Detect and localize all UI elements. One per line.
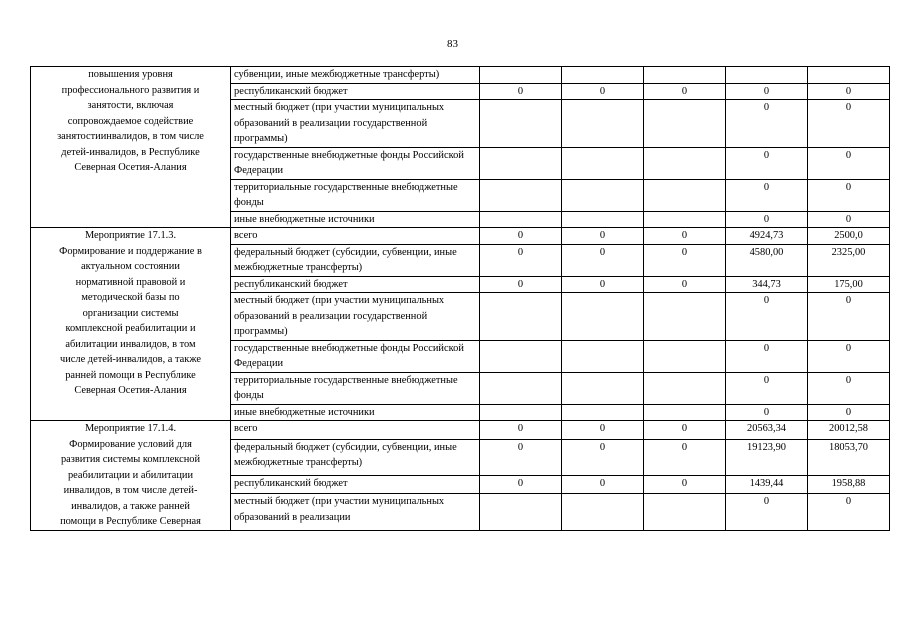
- activity-name-line: реабилитации и абилитации: [67, 469, 194, 481]
- activity-name-line: Формирование условий для: [69, 438, 192, 450]
- activity-name-cell: [31, 67, 231, 228]
- amount-cell: 0: [808, 293, 890, 341]
- amount-cell: 0: [644, 228, 726, 245]
- amount-cell: [644, 67, 726, 84]
- amount-cell: 0: [480, 228, 562, 245]
- amount-cell: 0: [726, 83, 808, 100]
- amount-cell: [480, 372, 562, 404]
- amount-cell: 0: [808, 147, 890, 179]
- amount-cell: [644, 147, 726, 179]
- amount-cell: 0: [726, 100, 808, 148]
- activity-name-line: Формирование и поддержание в: [59, 245, 202, 257]
- amount-cell: [480, 340, 562, 372]
- funding-source-cell: всего: [231, 421, 480, 440]
- amount-cell: 0: [726, 293, 808, 341]
- funding-source-cell: республиканский бюджет: [231, 83, 480, 100]
- amount-cell: [562, 100, 644, 148]
- funding-source-cell: республиканский бюджет: [231, 276, 480, 293]
- amount-cell: 0: [562, 439, 644, 475]
- funding-source-cell: местный бюджет (при участии муниципальных образований в реализации государственной программы): [231, 293, 480, 341]
- amount-cell: [562, 340, 644, 372]
- amount-cell: 0: [808, 372, 890, 404]
- amount-cell: 0: [644, 244, 726, 276]
- amount-cell: 0: [480, 421, 562, 440]
- amount-cell: [562, 372, 644, 404]
- amount-cell: 0: [480, 276, 562, 293]
- amount-cell: [480, 67, 562, 84]
- amount-cell: 0: [480, 439, 562, 475]
- amount-cell: 175,00: [808, 276, 890, 293]
- budget-table: [30, 66, 890, 531]
- amount-cell: [480, 211, 562, 228]
- amount-cell: [480, 100, 562, 148]
- amount-cell: [562, 179, 644, 211]
- activity-name-line: ранней помощи в Республике: [65, 369, 196, 381]
- amount-cell: 0: [808, 340, 890, 372]
- amount-cell: 0: [562, 475, 644, 494]
- activity-name-line: развития системы комплексной: [60, 454, 201, 465]
- funding-source-cell: иные внебюджетные источники: [231, 404, 480, 421]
- amount-cell: 19123,90: [726, 439, 808, 475]
- amount-cell: 0: [644, 475, 726, 494]
- amount-cell: [562, 404, 644, 421]
- amount-cell: 0: [480, 475, 562, 494]
- amount-cell: 0: [808, 100, 890, 148]
- activity-name-line: инвалидов, а также ранней: [71, 500, 190, 512]
- activity-name-line: повышения уровня: [88, 69, 173, 80]
- amount-cell: 18053,70: [808, 439, 890, 475]
- funding-source-cell: местный бюджет (при участии муниципальных образований в реализации государственной программы): [231, 100, 480, 148]
- amount-cell: 0: [644, 276, 726, 293]
- activity-name-line: помощи в Республике Северная: [60, 516, 201, 527]
- amount-cell: 0: [808, 211, 890, 228]
- amount-cell: [644, 100, 726, 148]
- amount-cell: [726, 67, 808, 84]
- table-row: [31, 67, 890, 84]
- activity-name-line: актуальном состоянии: [81, 261, 180, 272]
- amount-cell: [644, 211, 726, 228]
- activity-name-line: организации системы: [82, 307, 179, 319]
- amount-cell: 0: [808, 179, 890, 211]
- activity-name-line: числе детей-инвалидов, а также: [60, 354, 201, 365]
- activity-name-cell: [31, 228, 231, 421]
- amount-cell: 0: [562, 276, 644, 293]
- amount-cell: [644, 179, 726, 211]
- activity-name-line: инвалидов, в том числе детей-: [63, 485, 198, 496]
- activity-name-line: Мероприятие 17.1.4.: [84, 423, 177, 434]
- amount-cell: 0: [562, 83, 644, 100]
- amount-cell: [644, 340, 726, 372]
- amount-cell: 0: [562, 421, 644, 440]
- amount-cell: 0: [562, 228, 644, 245]
- amount-cell: [562, 211, 644, 228]
- activity-name-line: Северная Осетия-Алания: [74, 162, 187, 173]
- funding-source-cell: местный бюджет (при участии муниципальных образований в реализации: [231, 494, 480, 530]
- amount-cell: 1439,44: [726, 475, 808, 494]
- amount-cell: [562, 293, 644, 341]
- amount-cell: [480, 404, 562, 421]
- activity-name-line: детей-инвалидов, в Республике: [61, 146, 200, 158]
- amount-cell: 0: [726, 404, 808, 421]
- funding-source-cell: республиканский бюджет: [231, 475, 480, 494]
- activity-name-line: нормативной правовой и: [75, 276, 186, 288]
- amount-cell: 4580,00: [726, 244, 808, 276]
- activity-name-line: методической базы по: [81, 292, 180, 303]
- activity-name-line: Северная Осетия-Алания: [74, 385, 187, 396]
- activity-name-line: Мероприятие 17.1.3.: [84, 230, 177, 241]
- amount-cell: 1958,88: [808, 475, 890, 494]
- amount-cell: 0: [726, 179, 808, 211]
- amount-cell: 0: [480, 244, 562, 276]
- amount-cell: 0: [726, 147, 808, 179]
- funding-source-cell: всего: [231, 228, 480, 245]
- amount-cell: 0: [808, 83, 890, 100]
- amount-cell: 0: [644, 83, 726, 100]
- amount-cell: 0: [726, 340, 808, 372]
- page-number: 83: [447, 38, 458, 50]
- activity-name-cell: [31, 421, 231, 531]
- table-row: [31, 228, 890, 245]
- amount-cell: [480, 293, 562, 341]
- funding-source-cell: государственные внебюджетные фонды Российской Федерации: [231, 147, 480, 179]
- funding-source-cell: федеральный бюджет (субсидии, субвенции, иные межбюджетные трансферты): [231, 439, 480, 475]
- activity-name-line: занятостиинвалидов, в том числе: [57, 131, 204, 142]
- funding-source-cell: федеральный бюджет (субсидии, субвенции, иные межбюджетные трансферты): [231, 244, 480, 276]
- amount-cell: [644, 372, 726, 404]
- amount-cell: [480, 179, 562, 211]
- funding-source-cell: иные внебюджетные источники: [231, 211, 480, 228]
- table-row: [31, 421, 890, 440]
- amount-cell: 344,73: [726, 276, 808, 293]
- funding-source-cell: территориальные государственные внебюджетные фонды: [231, 179, 480, 211]
- amount-cell: [644, 494, 726, 530]
- funding-source-cell: субвенции, иные межбюджетные трансферты): [231, 67, 480, 84]
- amount-cell: 0: [808, 494, 890, 530]
- activity-name-line: занятости, включая: [87, 100, 174, 111]
- amount-cell: 20563,34: [726, 421, 808, 440]
- funding-source-cell: государственные внебюджетные фонды Российской Федерации: [231, 340, 480, 372]
- funding-source-cell: территориальные государственные внебюджетные фонды: [231, 372, 480, 404]
- activity-name-line: комплексной реабилитации и: [65, 323, 196, 334]
- amount-cell: 2500,0: [808, 228, 890, 245]
- amount-cell: 0: [726, 372, 808, 404]
- amount-cell: [644, 293, 726, 341]
- amount-cell: 4924,73: [726, 228, 808, 245]
- amount-cell: 0: [644, 439, 726, 475]
- amount-cell: 0: [808, 404, 890, 421]
- amount-cell: [562, 67, 644, 84]
- activity-name-line: абилитации инвалидов, в том: [65, 338, 196, 350]
- amount-cell: [562, 494, 644, 530]
- amount-cell: 0: [562, 244, 644, 276]
- amount-cell: 2325,00: [808, 244, 890, 276]
- amount-cell: [808, 67, 890, 84]
- amount-cell: 0: [726, 494, 808, 530]
- amount-cell: 20012,58: [808, 421, 890, 440]
- amount-cell: [562, 147, 644, 179]
- amount-cell: [480, 494, 562, 530]
- amount-cell: [644, 404, 726, 421]
- activity-name-line: сопровождаемое содействие: [67, 115, 194, 127]
- amount-cell: 0: [726, 211, 808, 228]
- amount-cell: 0: [644, 421, 726, 440]
- amount-cell: 0: [480, 83, 562, 100]
- activity-name-line: профессионального развития и: [61, 84, 200, 96]
- amount-cell: [480, 147, 562, 179]
